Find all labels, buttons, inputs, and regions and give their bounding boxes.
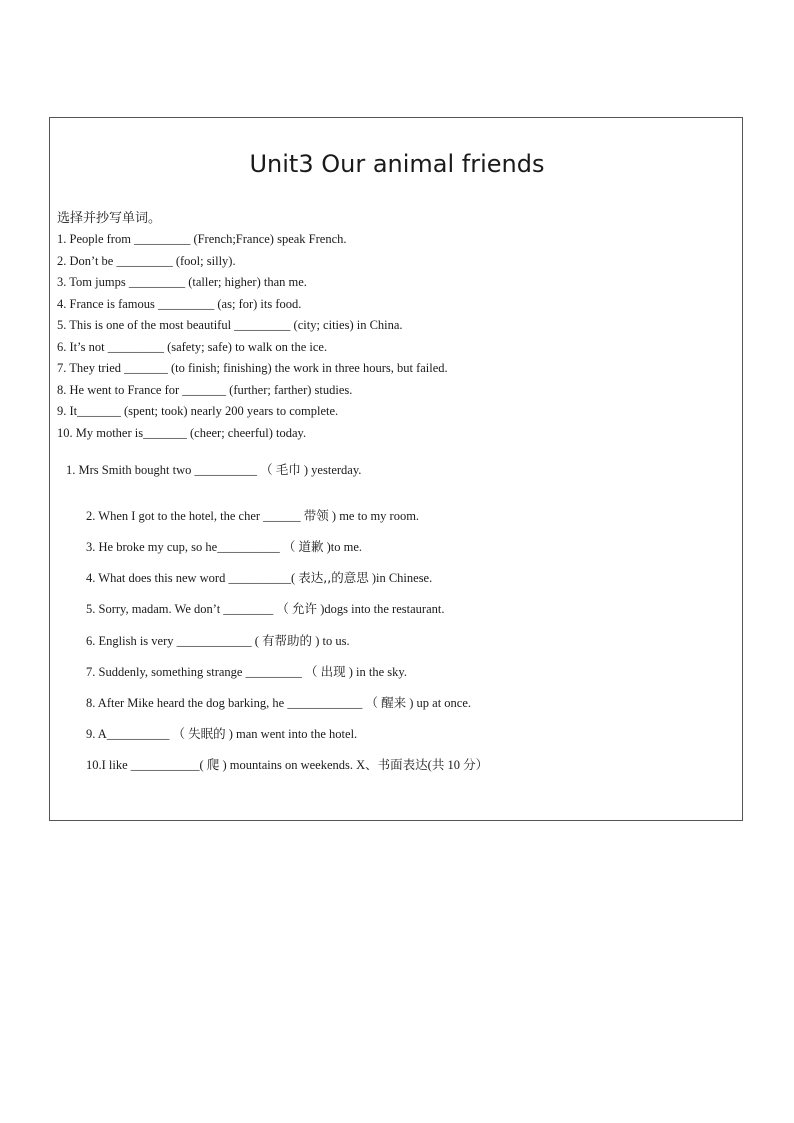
exercise-item: 2. Don’t be _________ (fool; silly). (57, 253, 236, 268)
fill-in-item (86, 570, 432, 586)
item-text-before: 2. When I got to the hotel, the cher ______ (86, 509, 304, 523)
page-title: Unit3 Our animal friends (249, 150, 545, 178)
item-text-before: 1. Mrs Smith bought two __________ （ (66, 463, 276, 477)
fill-in-item (66, 462, 361, 478)
item-text-after: )dogs into the restaurant. (317, 602, 445, 616)
fill-in-item (86, 601, 444, 617)
item-text-before: 3. He broke my cup, so he__________ （ (86, 540, 299, 554)
item-text-after: ) man went into the hotel. (225, 727, 358, 741)
exercise-item: 6. It’s not _________ (safety; safe) to walk on the ice. (57, 339, 328, 354)
chinese-hint: 毛巾 (275, 462, 301, 477)
instruction-text: 选择并抄写单词。 (57, 211, 162, 226)
chinese-hint: 有帮助的 (262, 633, 313, 648)
exercise-item: 9. It_______ (spent; took) nearly 200 years to complete. (57, 404, 339, 418)
item-text-before: 9. A__________ （ (86, 727, 189, 741)
fill-in-item (86, 664, 407, 680)
exercise-item: 5. This is one of the most beautiful _________ (city; cities) in China. (57, 318, 403, 332)
item-text-before: 6. English is very ____________ ( (86, 634, 263, 648)
chinese-hint: 道歉 (298, 539, 324, 554)
exercise-list-a (57, 231, 448, 446)
item-text-before: 8. After Mike heard the dog barking, he ____________ （ (86, 696, 382, 710)
item-text-after: )to me. (323, 540, 363, 554)
chinese-hint: 失眠的 (188, 726, 226, 741)
chinese-hint: 醒来 (381, 695, 407, 710)
item-text-before: 7. Suddenly, something strange _________ （ (86, 665, 321, 679)
item-text-after: ) yesterday. (300, 463, 362, 477)
item-text-after: ) to us. (312, 634, 350, 648)
exercise-item: 1. People from _________ (French;France) speak French. (57, 232, 347, 246)
item-text-before: 4. What does this new word __________( (86, 571, 299, 585)
exercise-item: 4. France is famous _________ (as; for) its food. (57, 296, 302, 311)
item-text-before: 10.I like ___________( (86, 758, 207, 772)
item-text-after: ) up at once. (406, 696, 472, 710)
item-text-after: ) mountains on weekends. X、书面表达(共 10 分） (219, 758, 489, 772)
fill-in-item (86, 757, 488, 773)
item-text-after: ) me to my room. (328, 509, 420, 523)
exercise-item: 10. My mother is_______ (cheer; cheerful) today. (57, 425, 307, 440)
fill-in-item (86, 508, 419, 524)
chinese-hint: 表达,,的意思 (298, 570, 369, 585)
fill-in-item (86, 633, 350, 649)
exercise-item: 3. Tom jumps _________ (taller; higher) than me. (57, 275, 307, 289)
exercise-item: 8. He went to France for _______ (further; farther) studies. (57, 382, 353, 397)
fill-in-item (86, 539, 362, 555)
chinese-hint: 允许 (292, 601, 318, 616)
chinese-hint: 出现 (320, 664, 346, 679)
item-text-before: 5. Sorry, madam. We don’t ________ （ (86, 602, 293, 616)
item-text-after: )in Chinese. (368, 571, 433, 585)
chinese-hint: 爬 (206, 757, 220, 772)
item-text-after: ) in the sky. (345, 665, 407, 679)
fill-in-item (86, 726, 357, 742)
fill-in-item (86, 695, 471, 711)
exercise-item: 7. They tried _______ (to finish; finishing) the work in three hours, but failed. (57, 361, 448, 375)
chinese-hint: 带领 (303, 508, 329, 523)
